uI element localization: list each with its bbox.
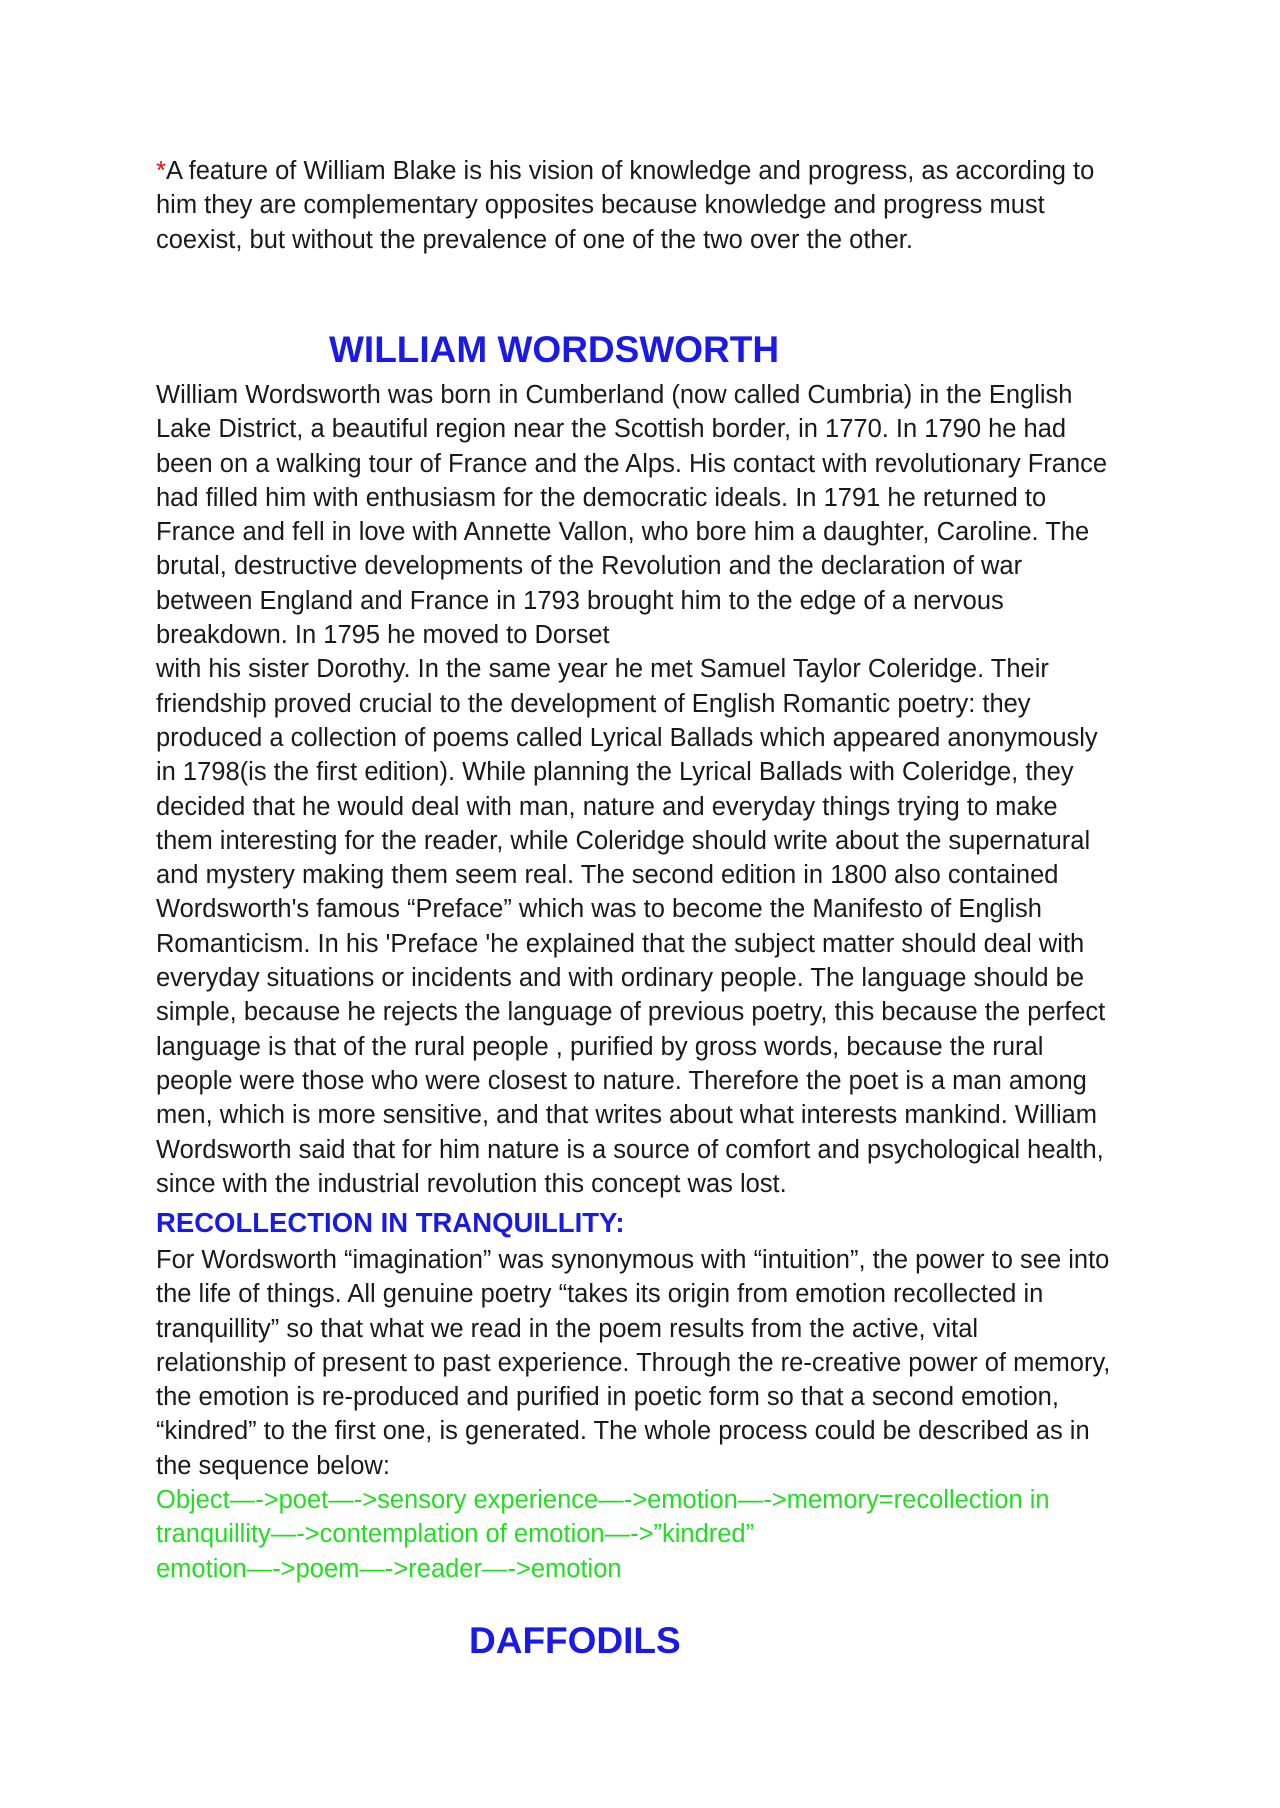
recollection-line: “kindred” to the first one, is generated. The whole process could be described as in bbox=[156, 1417, 1090, 1446]
biography-line: Lake District, a beautiful region near the Scottish border, in 1770. In 1790 he had bbox=[156, 415, 1067, 444]
sequence-line: tranquillity—->contemplation of emotion—->”kindred” bbox=[156, 1520, 755, 1549]
wordsworth-heading: WILLIAM WORDSWORTH bbox=[329, 329, 780, 370]
recollection-paragraph bbox=[156, 1243, 1136, 1586]
biography-line: produced a collection of poems called Lyrical Ballads which appeared anonymously bbox=[156, 723, 1098, 752]
biography-line: since with the industrial revolution this concept was lost. bbox=[156, 1169, 787, 1198]
daffodils-heading: DAFFODILS bbox=[469, 1620, 681, 1661]
biography-line: between England and France in 1793 brought him to the edge of a nervous bbox=[156, 586, 1004, 615]
biography-line: simple, because he rejects the language of previous poetry, this because the perfect bbox=[156, 998, 1106, 1027]
biography-line: them interesting for the reader, while Coleridge should write about the supernatural bbox=[156, 826, 1091, 855]
recollection-line: the sequence below: bbox=[156, 1451, 390, 1480]
intro-paragraph bbox=[156, 154, 1136, 257]
intro-line: coexist, but without the prevalence of one of the two over the other. bbox=[156, 225, 913, 254]
biography-line: decided that he would deal with man, nature and everyday things trying to make bbox=[156, 792, 1058, 821]
sequence-line: emotion—->poem—->reader—->emotion bbox=[156, 1554, 622, 1583]
biography-line: friendship proved crucial to the development of English Romantic poetry: they bbox=[156, 689, 1031, 718]
biography-line: people were those who were closest to nature. Therefore the poet is a man among bbox=[156, 1066, 1087, 1095]
biography-line: Wordsworth's famous “Preface” which was to become the Manifesto of English bbox=[156, 895, 1042, 924]
biography-line: breakdown. In 1795 he moved to Dorset bbox=[156, 621, 610, 650]
biography-line: in 1798(is the first edition). While planning the Lyrical Ballads with Coleridge, they bbox=[156, 758, 1074, 787]
asterisk-mark: * bbox=[156, 157, 166, 185]
biography-line: William Wordsworth was born in Cumberland (now called Cumbria) in the English bbox=[156, 381, 1073, 409]
recollection-line: For Wordsworth “imagination” was synonymous with “intuition”, the power to see into bbox=[156, 1246, 1110, 1274]
intro-line: him they are complementary opposites because knowledge and progress must bbox=[156, 191, 1045, 220]
biography-line: Wordsworth said that for him nature is a source of comfort and psychological health, bbox=[156, 1135, 1104, 1164]
biography-line: with his sister Dorothy. In the same year he met Samuel Taylor Coleridge. Their bbox=[156, 655, 1049, 684]
wordsworth-biography bbox=[156, 378, 1136, 1201]
intro-line: *A feature of William Blake is his vision of knowledge and progress, as according to bbox=[156, 157, 1095, 185]
biography-line: had filled him with enthusiasm for the democratic ideals. In 1791 he returned to bbox=[156, 483, 1047, 512]
biography-line: brutal, destructive developments of the Revolution and the declaration of war bbox=[156, 552, 1023, 581]
biography-line: been on a walking tour of France and the Alps. His contact with revolutionary France bbox=[156, 449, 1108, 478]
recollection-line: the emotion is re-produced and purified in poetic form so that a second emotion, bbox=[156, 1383, 1059, 1412]
recollection-line: tranquillity” so that what we read in the poem results from the active, vital bbox=[156, 1314, 979, 1343]
biography-line: language is that of the rural people , purified by gross words, because the rural bbox=[156, 1032, 1044, 1061]
recollection-heading: RECOLLECTION IN TRANQUILLITY: bbox=[156, 1207, 625, 1238]
biography-line: France and fell in love with Annette Vallon, who bore him a daughter, Caroline. The bbox=[156, 518, 1090, 547]
recollection-line: the life of things. All genuine poetry “takes its origin from emotion recollected in bbox=[156, 1280, 1044, 1309]
sequence-line: Object—->poet—->sensory experience—->emotion—->memory=recollection in bbox=[156, 1486, 1050, 1515]
biography-line: and mystery making them seem real. The second edition in 1800 also contained bbox=[156, 861, 1059, 890]
biography-line: everyday situations or incidents and with ordinary people. The language should be bbox=[156, 964, 1085, 993]
recollection-line: relationship of present to past experience. Through the re-creative power of memory, bbox=[156, 1348, 1111, 1377]
biography-line: Romanticism. In his 'Preface 'he explained that the subject matter should deal with bbox=[156, 929, 1085, 958]
biography-line: men, which is more sensitive, and that writes about what interests mankind. William bbox=[156, 1101, 1098, 1130]
